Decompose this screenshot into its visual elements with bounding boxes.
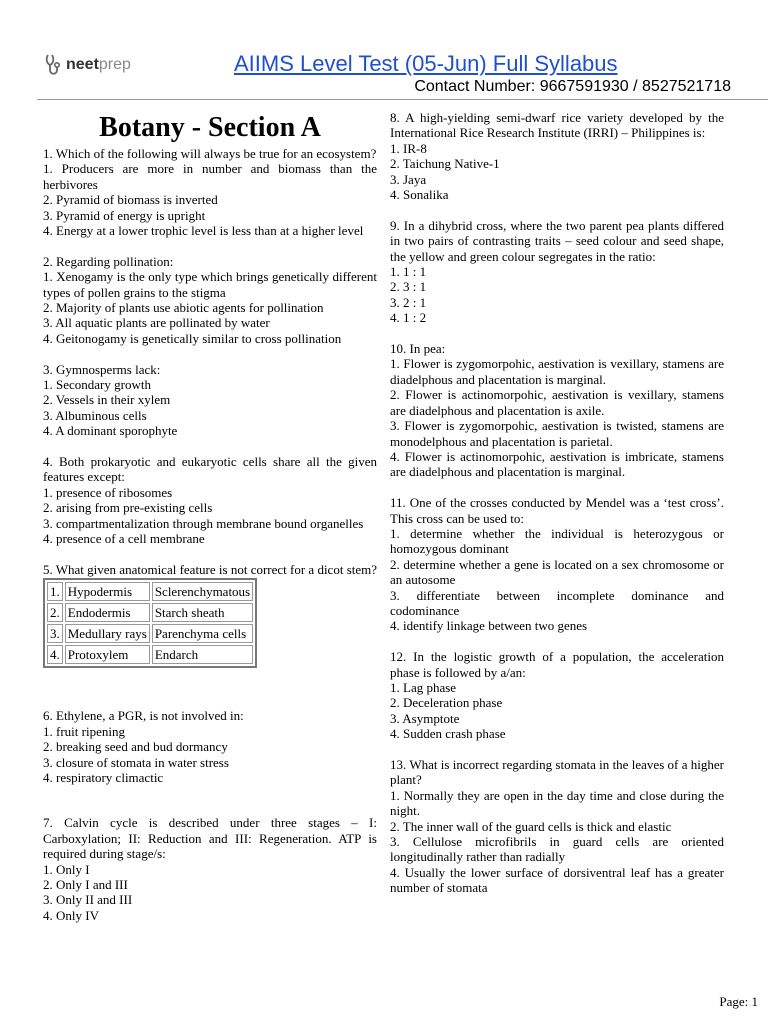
option: 4. presence of a cell membrane (43, 531, 205, 547)
table-row (47, 624, 253, 643)
option: 1. Only I (43, 861, 90, 877)
option: 4. Geitonogamy is genetically similar to cross pollination (43, 330, 342, 346)
option: 3. 2 : 1 (390, 294, 427, 310)
question-stem: 7. Calvin cycle is described under three stages – I: Carboxylation; II: Reduction and III: Regeneration. ATP is required during stage/s: (43, 815, 377, 862)
question-13 (390, 757, 724, 896)
table-cell: 4. (47, 645, 63, 664)
question-12 (390, 649, 724, 741)
table-cell: 2. (47, 603, 63, 622)
option: 3. Only II and III (43, 892, 133, 908)
table-row (47, 645, 253, 664)
logo-text: neetprep (66, 56, 131, 73)
option: 2. 3 : 1 (390, 279, 427, 295)
question-stem: 8. A high-yielding semi-dwarf rice variety developed by the International Rice Research Institute (IRRI) – Philippines is: (390, 110, 724, 141)
question-1 (43, 146, 377, 238)
question-5 (43, 562, 377, 668)
option: 2. breaking seed and bud dormancy (43, 739, 228, 755)
table-cell: Endarch (152, 645, 253, 664)
option: 4. Sudden crash phase (390, 726, 506, 742)
test-title-link[interactable]: AIIMS Level Test (05-Jun) Full Syllabus (234, 51, 618, 76)
option: 2. Only I and III (43, 876, 128, 892)
option: 4. respiratory climactic (43, 769, 164, 785)
option: 4. Only IV (43, 907, 99, 923)
table-row (47, 582, 253, 601)
question-stem: 10. In pea: (390, 341, 446, 357)
page-number: Page: 1 (719, 994, 758, 1009)
question-stem: 2. Regarding pollination: (43, 253, 174, 269)
option: 2. Majority of plants use abiotic agents for pollination (43, 300, 324, 316)
question-6 (43, 708, 377, 785)
option: 3. closure of stomata in water stress (43, 754, 229, 770)
contact-number: Contact Number: 9667591930 / 8527521718 (414, 78, 731, 95)
table-cell: Parenchyma cells (152, 624, 253, 643)
option: 3. compartmentalization through membrane bound organelles (43, 515, 364, 531)
option: 3. Jaya (390, 171, 427, 187)
option: 2. determine whether a gene is located on a sex chromosome or an autosome (390, 556, 724, 588)
question-stem: 13. What is incorrect regarding stomata in the leaves of a higher plant? (390, 756, 724, 788)
option: 4. 1 : 2 (390, 310, 427, 326)
table-cell: Endodermis (65, 603, 150, 622)
option: 2. The inner wall of the guard cells is thick and elastic (390, 818, 672, 834)
option: 4. identify linkage between two genes (390, 618, 588, 634)
option: 3. Albuminous cells (43, 407, 147, 423)
option: 4. Usually the lower surface of dorsiventral leaf has a greater number of stomata (390, 864, 724, 896)
feature-table (43, 578, 257, 668)
option: 3. Flower is zygomorpohic, aestivation is twisted, stamens are monodelphous and placentation is parietal. (390, 418, 724, 449)
question-10 (390, 341, 724, 480)
table-cell: Starch sheath (152, 603, 253, 622)
option: 3. Asymptote (390, 710, 460, 726)
question-9 (390, 218, 724, 326)
option: 4. Energy at a lower trophic level is less than at a higher level (43, 223, 364, 239)
table-cell: Medullary rays (65, 624, 150, 643)
right-column (390, 110, 724, 911)
option: 1. fruit ripening (43, 723, 125, 739)
option: 1. Secondary growth (43, 377, 151, 393)
option: 3. Cellulose microfibrils in guard cells are oriented longitudinally rather than radially (390, 834, 724, 865)
question-2 (43, 254, 377, 346)
section-title: Botany - Section A (99, 112, 321, 143)
question-stem: 4. Both prokaryotic and eukaryotic cells share all the given features except: (43, 454, 377, 485)
option: 1. Lag phase (390, 679, 457, 695)
header-divider (37, 99, 768, 100)
option: 2. arising from pre-existing cells (43, 500, 213, 516)
table-cell: 1. (47, 582, 63, 601)
option: 3. All aquatic plants are pollinated by water (43, 315, 270, 331)
table-cell: Protoxylem (65, 645, 150, 664)
question-stem: 6. Ethylene, a PGR, is not involved in: (43, 708, 244, 724)
option: 1. IR-8 (390, 140, 427, 156)
left-column (43, 108, 377, 939)
question-11 (390, 495, 724, 634)
option: 1. Xenogamy is the only type which brings genetically different types of pollen grains to the stigma (43, 269, 377, 300)
question-stem: 12. In the logistic growth of a population, the acceleration phase is followed by a/an: (390, 649, 724, 680)
option: 2. Deceleration phase (390, 695, 503, 711)
option: 4. Sonalika (390, 187, 449, 203)
question-8 (390, 110, 724, 202)
option: 1. 1 : 1 (390, 264, 427, 280)
option: 1. Flower is zygomorpohic, aestivation is vexillary, stamens are diadelphous and placentation is marginal. (390, 356, 724, 387)
question-stem: 1. Which of the following will always be true for an ecosystem? (43, 146, 377, 161)
neetprep-logo (44, 52, 131, 78)
option: 2. Taichung Native-1 (390, 156, 500, 172)
option: 2. Flower is actinomorpohic, aestivation is vexillary, stamens are diadelphous and placentation is axile. (390, 387, 724, 418)
question-stem: 5. What given anatomical feature is not correct for a dicot stem? (43, 561, 378, 577)
question-stem: 9. In a dihybrid cross, where the two parent pea plants differed in two pairs of contrasting traits – seed colour and seed shape, the yellow and green colour segregates in the ratio: (390, 217, 724, 264)
table-cell: Hypodermis (65, 582, 150, 601)
question-3 (43, 362, 377, 439)
option: 3. differentiate between incomplete dominance and codominance (390, 587, 724, 618)
question-7 (43, 815, 377, 923)
option: 4. Flower is actinomorpohic, aestivation is imbricate, stamens are diadelphous and placentation is marginal. (390, 448, 724, 480)
table-cell: 3. (47, 624, 63, 643)
option: 2. Pyramid of biomass is inverted (43, 192, 218, 208)
table-cell: Sclerenchymatous (152, 582, 253, 601)
stethoscope-icon (44, 52, 64, 78)
option: 4. A dominant sporophyte (43, 423, 178, 439)
option: 2. Vessels in their xylem (43, 392, 171, 408)
option: 1. Normally they are open in the day time and close during the night. (390, 787, 724, 819)
option: 1. presence of ribosomes (43, 484, 173, 500)
question-stem: 11. One of the crosses conducted by Mendel was a ‘test cross’. This cross can be used to: (390, 495, 724, 526)
option: 3. Pyramid of energy is upright (43, 207, 206, 223)
question-4 (43, 454, 377, 546)
table-row (47, 603, 253, 622)
option: 1. Producers are more in number and biomass than the herbivores (43, 161, 377, 192)
question-stem: 3. Gymnosperms lack: (43, 361, 161, 377)
option: 1. determine whether the individual is heterozygous or homozygous dominant (390, 525, 724, 557)
